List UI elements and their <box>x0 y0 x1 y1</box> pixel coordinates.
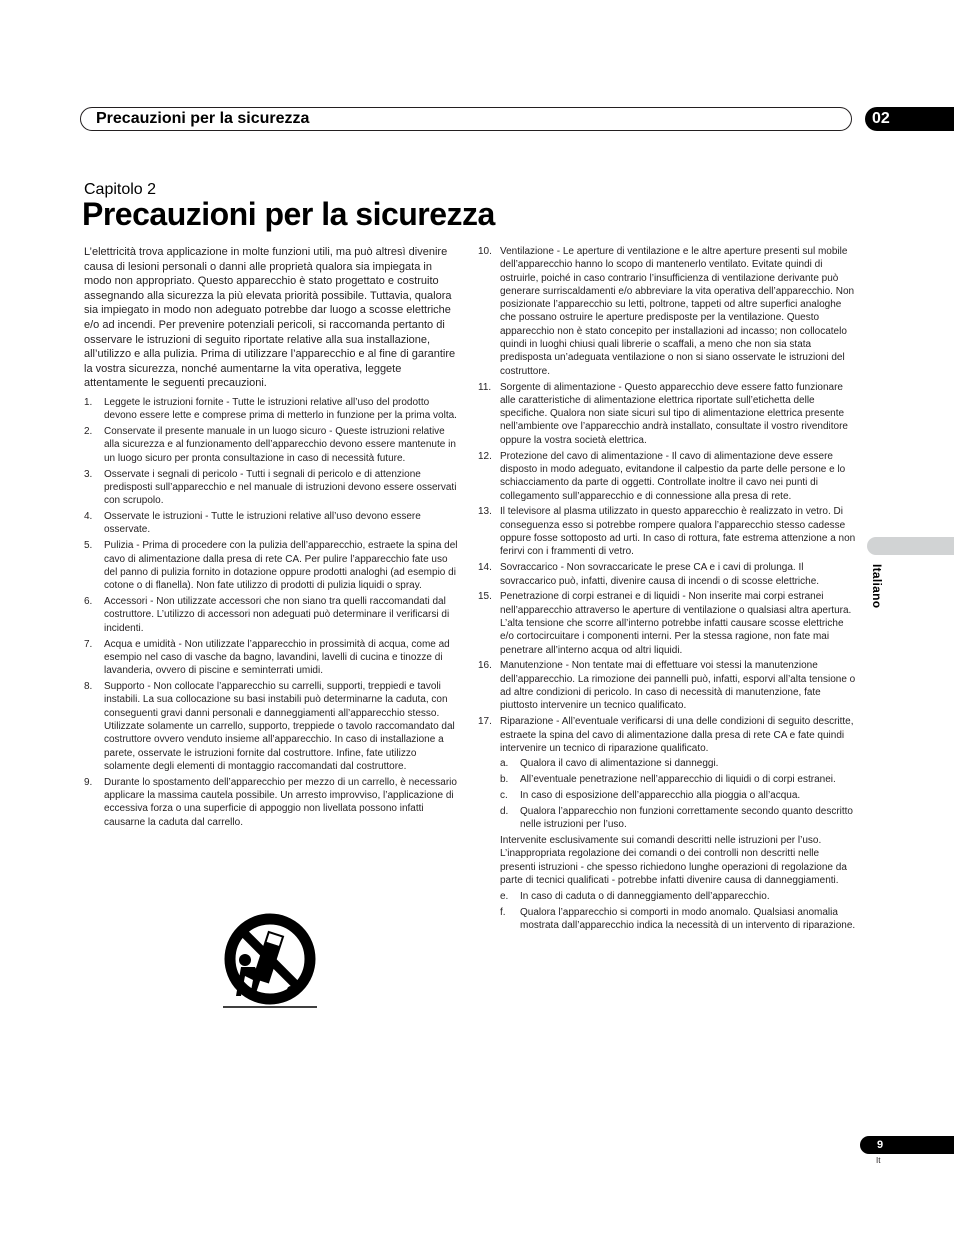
sub-list-item-text: In caso di esposizione dell’apparecchio alla pioggia o all’acqua. <box>520 789 801 801</box>
list-item-text: Osservate i segnali di pericolo - Tutti i segnali di pericolo e di attenzione predisposti sull’apparecchio e nel manuale di istruzioni devono essere osservati con scrupolo. <box>104 468 457 507</box>
list-item <box>84 539 458 592</box>
chapter-label: Capitolo 2 <box>84 181 157 198</box>
list-item-text: Pulizia - Prima di procedere con la pulizia dell’apparecchio, estraete la spina del cavo di alimentazione dalla presa di rete CA. Per pulire l’apparecchio fate uso del panno di pulizia fornito in dotazione oppure prodotti analoghi (ad esempio di cotone o di flanella). Non fate utilizzo di prodotti di pulizia liquidi o spray. <box>104 540 458 592</box>
list-item-number: 9. <box>84 776 93 788</box>
list-item <box>478 505 856 558</box>
list-item-number: 17. <box>478 716 492 728</box>
list-item-number: 14. <box>478 562 492 574</box>
page-title: Precauzioni per la sicurezza <box>82 196 495 232</box>
list-item-text: Leggete le istruzioni fornite - Tutte le istruzioni relative all’uso del prodotto devono essere lette e comprese prima di metterlo in funzione per la prima volta. <box>104 396 457 422</box>
sub-list-item-number: c. <box>500 789 508 801</box>
list-item-text: Sovraccarico - Non sovraccaricate le prese CA e i cavi di prolunga. Il sovraccarico può, infatti, divenire causa di incendi o di scosse elettriche. <box>500 562 820 587</box>
list-item-number: 15. <box>478 591 492 603</box>
list-item-number: 13. <box>478 506 492 518</box>
page-language-code: It <box>876 1156 881 1165</box>
page-number-tab: 9 <box>860 1136 954 1154</box>
list-item-number: 7. <box>84 638 93 650</box>
list-item-text: Ventilazione - Le aperture di ventilazione e le altre aperture presenti sul mobile dell’apparecchio hanno lo scopo di mantenerlo ventilato. Evitate quindi di ostruirle, poiché in caso contrario l’insufficienza di ventilazione derivante può generare surriscaldamenti e/o abbreviare la vita operativa dell’apparecchio. Non posizionate l’apparecchio su letti, poltrone, tappeti od altre superfici analoghe che possano ostruire le aperture predisposte per la ventilazione. Questo apparecchio non è stato concepito per installazioni ad incasso; non collocatelo quindi in luoghi chiusi quali librerie o scaffali, a meno che non sia stata predisposta un’adeguata ventilazione o non si siano osservate le istruzioni del costruttore. <box>500 246 855 377</box>
sub-list-item-text: In caso di caduta o di danneggiamento dell’apparecchio. <box>520 891 770 903</box>
list-item-number: 11. <box>478 381 492 393</box>
list-item-text: Manutenzione - Non tentate mai di effettuare voi stessi la manutenzione dell’apparecchio. La rimozione dei pannelli può, infatti, esporvi all’alta tensione o ad altre condizioni di pericolo. In caso di necessità di manutenzione, fate piuttosto intervenire un tecnico qualificato. <box>500 660 856 712</box>
list-item-text: Supporto - Non collocate l’apparecchio su carrelli, supporti, treppiedi e tavoli instabili. La sua collocazione su basi instabili può determinarne la caduta, con conseguenti gravi danni personali e danneggiamenti all’apparecchio stesso. Utilizzate solamente un carrello, supporto, treppiede o tavolo raccomandato dal costruttore ovvero venduto insieme all’apparecchio. In caso di installazione a parete, osservate le istruzioni fornite dal costruttore. Infine, fate utilizzo solamente degli elementi di montaggio raccomandati dal costruttore. <box>104 681 455 772</box>
cart-tip-over-warning-icon <box>215 912 325 1012</box>
language-label: Italiano <box>870 564 884 609</box>
sub-list <box>500 890 856 932</box>
sub-list-item-text: Qualora l’apparecchio non funzioni correttamente secondo quanto descritto nelle istruzioni per l’uso. <box>520 805 853 831</box>
list-item-number: 5. <box>84 540 93 552</box>
list-item-number: 16. <box>478 660 492 672</box>
list-item <box>84 680 458 773</box>
left-column <box>84 245 458 831</box>
precautions-list-left <box>84 396 458 829</box>
sub-list <box>500 757 856 831</box>
list-item-number: 10. <box>478 246 492 257</box>
list-item-number: 2. <box>84 426 93 438</box>
list-item <box>478 715 856 932</box>
list-item-text: Durante lo spostamento dell’apparecchio per mezzo di un carrello, è necessario applicare la massima cautela possibile. Un arresto improvviso, l’applicazione di eccessiva forza o una superficie di appoggio non livellata possono infatti causarne la caduta dal carrello. <box>104 776 457 828</box>
list-item-text: Accessori - Non utilizzate accessori che non siano tra quelli raccomandati dal costruttore. L’utilizzo di accessori non adeguati può determinare il verificarsi di incidenti. <box>104 596 450 634</box>
item-note: Intervenite esclusivamente sui comandi descritti nelle istruzioni per l’uso. L’inappropriata regolazione dei comandi o dei controlli non descritti nelle presenti istruzioni - che spesso richiedono lunghe operazioni di regolazione da parte di tecnici qualificati - potrebbe infatti divenire causa di danneggiamenti. <box>500 835 847 886</box>
sub-list-item <box>500 757 856 770</box>
list-item <box>84 468 458 508</box>
list-item <box>478 561 856 588</box>
intro-paragraph: L’elettricità trova applicazione in molte funzioni utili, ma può altresì divenire causa di lesioni personali o danni alle proprietà qualora sia impiegata in modo non appropriato. Questo apparecchio è stato progettato e costruito assegnando alla sicurezza la più elevata priorità possibile. Tuttavia, qualora sia impiegato in modo non adeguato potrebbe dar luogo a scosse elettriche e/o ad incendi. Per prevenire potenziali pericoli, si raccomanda pertanto di osservare le istruzioni di seguito riportate relative alla sua installazione, all’utilizzo e alla pulizia. Prima di utilizzare l’apparecchio e al fine di garantire la vostra sicurezza, nonché aumentarne la vita operativa, leggete attentamente le seguenti precauzioni. <box>84 246 456 390</box>
list-item <box>84 396 458 423</box>
list-item-text: Il televisore al plasma utilizzato in questo apparecchio è realizzato in vetro. Di conseguenza esso si potrebbe rompere qualora l’apparecchio stesso cadesse oppure fosse sottoposto ad urti. In caso di rottura, fate estrema attenzione a non ferirvi con i frammenti di vetro. <box>500 506 856 558</box>
sub-list-item <box>500 906 856 933</box>
list-item-text: Protezione del cavo di alimentazione - Il cavo di alimentazione deve essere disposto in modo adeguato, evitandone il calpestio da parte delle persone e lo schiacciamento da parte di oggetti. Controllate inoltre il cavo nei punti di collegamento sull’apparecchio e di connessione alla presa di rete. <box>500 450 846 502</box>
sub-list-item-number: d. <box>500 805 509 817</box>
list-item <box>84 638 458 678</box>
sub-list-item <box>500 789 856 802</box>
list-item-text: Acqua e umidità - Non utilizzate l’apparecchio in prossimità di acqua, come ad esempio nel caso di vasche da bagno, lavandini, lavelli di cucina e tinozze di lavanderia, ovvero di piscine e seminterrati umidi. <box>104 638 450 677</box>
sub-list-item-number: e. <box>500 891 509 903</box>
sub-list-item-text: All’eventuale penetrazione nell’apparecchio di liquidi o di corpi estranei. <box>520 774 836 786</box>
right-column <box>478 245 856 935</box>
section-header-title: Precauzioni per la sicurezza <box>96 110 310 127</box>
list-item-text: Penetrazione di corpi estranei e di liquidi - Non inserite mai corpi estranei nell’apparecchio attraverso le aperture di ventilazione o qualsiasi altra apertura. L’alta tensione che scorre all’interno potrebbe infatti causare scosse elettriche e/o cortocircuitare i componenti interni. Per la stessa ragione, non fate mai penetrare all’interno acqua od altri liquidi. <box>500 591 852 656</box>
sub-list-item <box>500 805 856 832</box>
list-item <box>84 510 458 537</box>
sub-list-item-number: a. <box>500 758 509 770</box>
list-item-number: 1. <box>84 396 93 408</box>
list-item <box>84 776 458 829</box>
list-item-text: Riparazione - All’eventuale verificarsi di una delle condizioni di seguito descritte, estraete la spina del cavo di alimentazione dalla presa di rete CA e fate quindi intervenire un tecnico di riparazione qualificato. <box>500 716 854 754</box>
list-item-number: 12. <box>478 450 492 462</box>
chapter-number-tab: 02 <box>865 107 954 131</box>
list-item-text: Sorgente di alimentazione - Questo apparecchio deve essere fatto funzionare alle caratteristiche di alimentazione elettrica riportate sull’etichetta delle specifiche. Qualora non siate sicuri sul tipo di alimentazione elettrica presente nell’ambiente ove l’apparecchio andrà installato, consultate il vostro rivenditore oppure la vostra società elettrica. <box>500 381 848 446</box>
precautions-list-right <box>478 245 856 933</box>
list-item-number: 6. <box>84 596 93 608</box>
list-item <box>84 595 458 635</box>
list-item-number: 3. <box>84 468 93 480</box>
list-item-text: Osservate le istruzioni - Tutte le istruzioni relative all’uso devono essere osservate. <box>104 511 421 536</box>
sub-list-item-text: Qualora il cavo di alimentazione si danneggi. <box>520 758 719 770</box>
list-item-text: Conservate il presente manuale in un luogo sicuro - Queste istruzioni relative alla sicurezza e al funzionamento dell’apparecchio devono essere mantenute in un luogo sicuro per pronta consultazione in caso di necessità future. <box>104 426 456 464</box>
list-item-number: 4. <box>84 511 93 523</box>
sub-list-item-number: f. <box>500 907 506 919</box>
list-item <box>478 450 856 503</box>
section-header <box>80 107 852 131</box>
list-item <box>478 659 856 712</box>
list-item <box>478 590 856 656</box>
sub-list-item <box>500 890 856 903</box>
list-item <box>84 425 458 465</box>
sub-list-item <box>500 773 856 786</box>
list-item <box>478 381 856 447</box>
sub-list-item-number: b. <box>500 774 509 786</box>
sub-list-item-text: Qualora l’apparecchio si comporti in modo anomalo. Qualsiasi anomalia mostrata dall’apparecchio indica la necessità di un intervento di riparazione. <box>520 907 856 932</box>
list-item <box>478 245 856 378</box>
language-tab <box>867 537 954 555</box>
list-item-number: 8. <box>84 681 93 693</box>
